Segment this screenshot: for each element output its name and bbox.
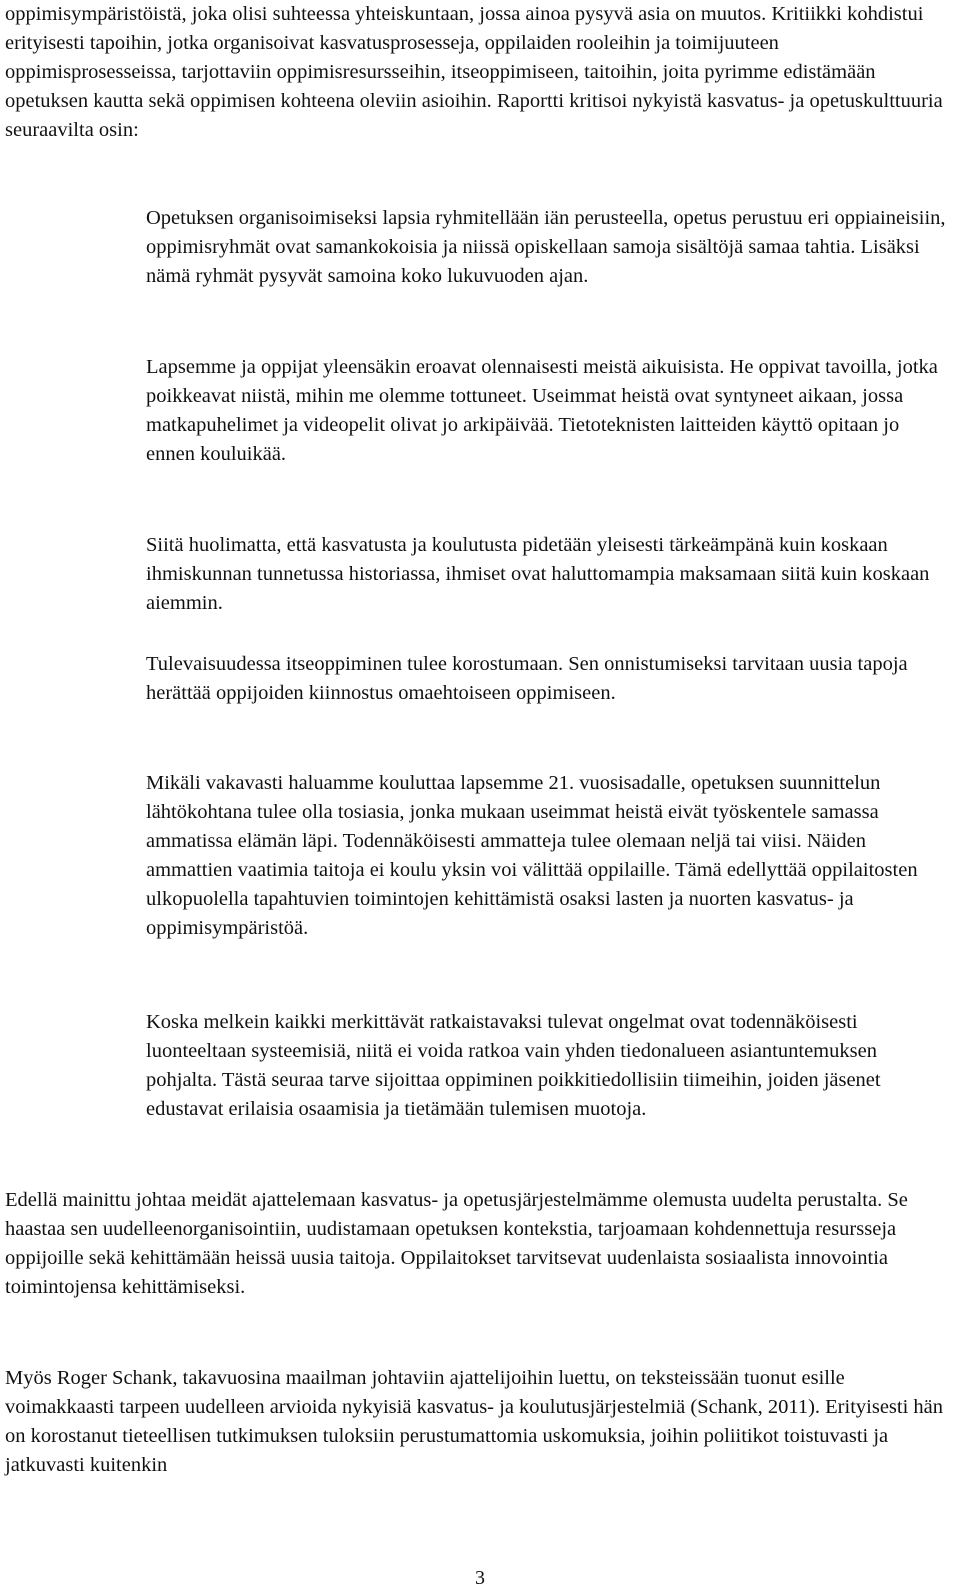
quote-paragraph-self-learning: Tulevaisuudessa itseoppiminen tulee korostumaan. Sen onnistumiseksi tarvitaan uusia tapoja herättää oppijoiden kiinnostus omaehtoiseen oppimiseen. [146,653,908,704]
quote-paragraph-21st-century: Mikäli vakavasti haluamme kouluttaa lapsemme 21. vuosisadalle, opetuksen suunnittelun lähtökohtana tulee olla tosiasia, jonka mukaan useimmat heistä eivät työskentele samassa ammatissa elämän läpi. Todennäköisesti ammatteja tulee olemaan neljä tai viisi. Näiden ammattien vaatimia taitoja ei koulu yksin voi välittää oppilaille. Tämä edellyttää oppilaitosten ulkopuolella tapahtuvien toimintojen kehittämistä osaksi lasten ja nuorten kasvatus- ja oppimisympäristöä. [146,772,918,939]
quote-paragraph-grouping: Opetuksen organisoimiseksi lapsia ryhmitellään iän perusteella, opetus perustuu eri oppiaineisiin, oppimisryhmät ovat samankokoisia ja niissä opiskellaan samoja sisältöjä samaa tahtia. Lisäksi nämä ryhmät pysyvät samoina koko lukuvuoden ajan. [146,207,946,287]
quote-paragraph-systemic-problems: Koska melkein kaikki merkittävät ratkaistavaksi tulevat ongelmat ovat todennäköisesti luonteeltaan systeemisiä, niitä ei voida ratkoa vain yhden tiedonalueen asiantuntemuksen pohjalta. Tästä seuraa tarve sijoittaa oppiminen poikkitiedollisiin tiimeihin, joiden jäsenet edustavat erilaisia osaamisia ja tietämään tulemisen muotoja. [146,1011,881,1120]
page-number: 3 [475,1567,485,1589]
quote-paragraph-funding: Siitä huolimatta, että kasvatusta ja koulutusta pidetään yleisesti tärkeämpänä kuin koskaan ihmiskunnan tunnetussa historiassa, ihmiset ovat haluttomampia maksamaan siitä kuin koskaan aiemmin. [146,534,930,614]
closing-paragraph-rethinking: Edellä mainittu johtaa meidät ajattelemaan kasvatus- ja opetusjärjestelmämme olemusta uudelta perustalta. Se haastaa sen uudelleenorganisointiin, uudistamaan opetuksen kontekstia, tarjoamaan kohdennettuja resursseja oppijoille sekä kehittämään heissä uusia taitoja. Oppilaitokset tarvitsevat uudenlaista sosiaalista innovointia toimintojensa kehittämiseksi. [5,1189,908,1298]
intro-paragraph: oppimisympäristöistä, joka olisi suhteessa yhteiskuntaan, jossa ainoa pysyvä asia on muutos. Kritiikki kohdistui erityisesti tapoihin, jotka organisoivat kasvatusprosesseja, oppilaiden rooleihin ja toimijuuteen oppimisprosesseissa, tarjottaviin oppimisresursseihin, itseoppimiseen, taitoihin, joita pyrimme edistämään opetuksen kautta sekä oppimisen kohteena oleviin asioihin. Raportti kritisoi nykyistä kasvatus- ja opetuskulttuuria seuraavilta osin: [5,3,943,141]
quote-paragraph-learners: Lapsemme ja oppijat yleensäkin eroavat olennaisesti meistä aikuisista. He oppivat tavoilla, jotka poikkeavat niistä, mihin me olemme tottuneet. Useimmat heistä ovat syntyneet aikaan, jossa matkapuhelimet ja videopelit olivat jo arkipäivää. Tietoteknisten laitteiden käyttö opitaan jo ennen kouluikää. [146,356,938,465]
closing-paragraph-schank: Myös Roger Schank, takavuosina maailman johtaviin ajattelijoihin luettu, on teksteissään tuonut esille voimakkaasti tarpeen uudelleen arvioida nykyisiä kasvatus- ja koulutusjärjestelmiä (Schank, 2011). Erityisesti hän on korostanut tieteellisen tutkimuksen tuloksiin perustumattomia uskomuksia, joihin poliitikot toistuvasti ja jatkuvasti kuitenkin [5,1367,944,1476]
